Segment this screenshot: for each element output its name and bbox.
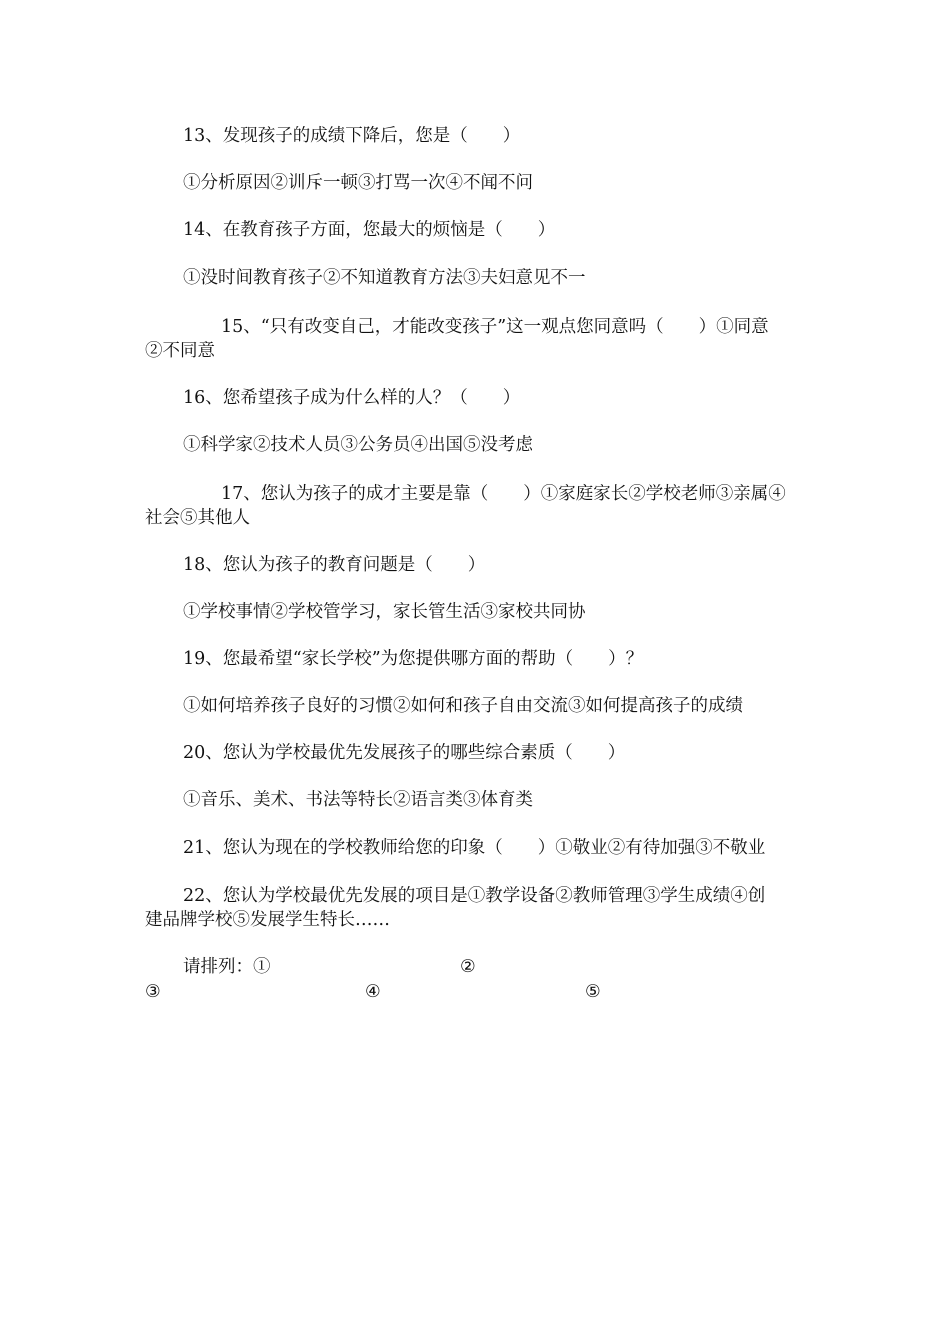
question-16-options: ①科学家②技术人员③公务员④出国⑤没考虑 [183, 435, 533, 455]
question-19: 19、您最希望“家长学校”为您提供哪方面的帮助（ ）？ [183, 649, 644, 669]
question-17-line-1: 17、您认为孩子的成才主要是靠（ ）①家庭家长②学校老师③亲属④ [221, 484, 786, 504]
ranking-slot-4: ④ [365, 982, 381, 1002]
question-14-options: ①没时间教育孩子②不知道教育方法③夫妇意见不一 [183, 268, 586, 288]
question-16: 16、您希望孩子成为什么样的人？（ ） [183, 388, 521, 408]
ranking-label: 请排列：① [183, 957, 271, 977]
question-21: 21、您认为现在的学校教师给您的印象（ ）①敬业②有待加强③不敬业 [183, 838, 766, 858]
ranking-slot-5: ⑤ [585, 982, 601, 1002]
question-14: 14、在教育孩子方面，您最大的烦恼是（ ） [183, 220, 556, 240]
ranking-slot-3: ③ [145, 982, 161, 1002]
ranking-slot-2: ② [460, 957, 476, 977]
question-13: 13、发现孩子的成绩下降后，您是（ ） [183, 126, 521, 146]
question-18: 18、您认为孩子的教育问题是（ ） [183, 555, 486, 575]
question-15-line-1: 15、“只有改变自己，才能改变孩子”这一观点您同意吗（ ）①同意 [221, 317, 769, 337]
question-20-options: ①音乐、美术、书法等特长②语言类③体育类 [183, 790, 533, 810]
question-18-options: ①学校事情②学校管学习，家长管生活③家校共同协 [183, 602, 586, 622]
question-13-options: ①分析原因②训斥一顿③打骂一次④不闻不问 [183, 173, 533, 193]
question-20: 20、您认为学校最优先发展孩子的哪些综合素质（ ） [183, 743, 626, 763]
question-22-line-2: 建品牌学校⑤发展学生特长…… [145, 910, 390, 930]
question-19-options: ①如何培养孩子良好的习惯②如何和孩子自由交流③如何提高孩子的成绩 [183, 696, 743, 716]
question-17-line-2: 社会⑤其他人 [145, 508, 250, 528]
question-22-line-1: 22、您认为学校最优先发展的项目是①教学设备②教师管理③学生成绩④创 [183, 886, 766, 906]
question-15-line-2: ②不同意 [145, 341, 215, 361]
